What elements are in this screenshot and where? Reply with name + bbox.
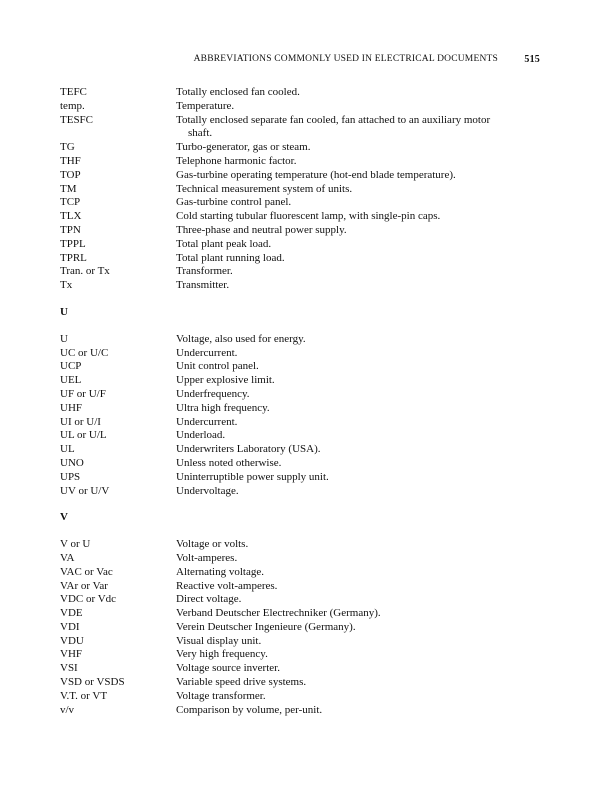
definition-text: Telephone harmonic factor.: [176, 154, 297, 167]
definition-text: Voltage, also used for energy.: [176, 332, 306, 345]
abbreviation-entry: [60, 704, 540, 718]
abbreviation-definition: [176, 402, 540, 416]
abbreviation-definition: [176, 635, 540, 649]
abbreviation-term: Tran. or Tx: [60, 265, 110, 278]
abbreviation-term: V or U: [60, 538, 91, 551]
abbreviation-definition: [176, 566, 540, 580]
abbreviation-entry: [60, 196, 540, 210]
definition-text: Unless noted otherwise.: [176, 456, 282, 469]
abbreviation-definition: [176, 183, 540, 197]
abbreviation-definition: [176, 538, 540, 552]
abbreviation-definition: [176, 347, 540, 361]
abbreviation-definition: [176, 648, 540, 662]
definition-text: Undervoltage.: [176, 484, 239, 497]
definition-text: Underfrequency.: [176, 387, 250, 400]
abbreviation-term: VSD or VSDS: [60, 676, 125, 689]
abbreviation-entry: [60, 238, 540, 252]
abbreviation-entry: [60, 443, 540, 457]
abbreviation-entry: [60, 621, 540, 635]
abbreviation-definition: [176, 114, 540, 142]
abbreviation-definition: [176, 662, 540, 676]
definition-text: Unit control panel.: [176, 360, 259, 373]
page-number: 515: [524, 54, 540, 65]
abbreviation-term: UNO: [60, 456, 84, 469]
abbreviation-term: v/v: [60, 703, 75, 716]
definition-text: Comparison by volume, per-unit.: [176, 703, 323, 716]
definition-text: Reactive volt-amperes.: [176, 579, 278, 592]
definition-text: Cold starting tubular fluorescent lamp, with single-pin caps.: [176, 210, 441, 223]
abbreviation-term: TCP: [60, 196, 81, 209]
abbreviation-term: UCP: [60, 360, 82, 373]
abbreviation-term: U: [60, 332, 68, 345]
abbreviation-term: VDC or Vdc: [60, 593, 117, 606]
abbreviation-definition: [176, 676, 540, 690]
definition-text: Undercurrent.: [176, 346, 238, 359]
abbreviation-entry: [60, 265, 540, 279]
abbreviation-entry: [60, 457, 540, 471]
abbreviation-term: UC or U/C: [60, 346, 109, 359]
abbreviation-list: [60, 86, 540, 717]
abbreviation-term: VDI: [60, 620, 80, 633]
abbreviation-entry: [60, 100, 540, 114]
abbreviation-definition: [176, 621, 540, 635]
abbreviation-definition: [176, 141, 540, 155]
running-title: ABBREVIATIONS COMMONLY USED IN ELECTRICAL DOCUMENTS: [193, 54, 498, 64]
abbreviation-term: UHF: [60, 401, 83, 414]
abbreviation-entry: [60, 252, 540, 266]
abbreviation-entry: [60, 333, 540, 347]
abbreviation-definition: [176, 471, 540, 485]
abbreviation-entry: [60, 347, 540, 361]
abbreviation-entry: [60, 402, 540, 416]
abbreviation-definition: [176, 210, 540, 224]
abbreviation-term: UL: [60, 443, 75, 456]
definition-text: Three-phase and neutral power supply.: [176, 223, 347, 236]
abbreviation-definition: [176, 169, 540, 183]
abbreviation-entry: [60, 141, 540, 155]
abbreviation-entry: [60, 210, 540, 224]
definition-text: Gas-turbine control panel.: [176, 196, 292, 209]
abbreviation-term: TPRL: [60, 251, 87, 264]
abbreviation-term: TG: [60, 141, 75, 154]
abbreviation-definition: [176, 196, 540, 210]
abbreviation-term: TESFC: [60, 113, 94, 126]
definition-text: Transmitter.: [176, 279, 230, 292]
abbreviation-term: TOP: [60, 168, 81, 181]
abbreviation-definition: [176, 252, 540, 266]
abbreviation-term: VAr or Var: [60, 579, 108, 592]
section-u: [60, 333, 540, 499]
abbreviation-definition: [176, 552, 540, 566]
abbreviation-definition: [176, 360, 540, 374]
abbreviation-definition: [176, 265, 540, 279]
definition-text: Totally enclosed separate fan cooled, fan attached to an auxiliary motor: [176, 113, 491, 126]
abbreviation-entry: [60, 635, 540, 649]
abbreviation-entry: [60, 566, 540, 580]
abbreviation-entry: [60, 360, 540, 374]
abbreviation-term: UEL: [60, 374, 82, 387]
abbreviation-term: UF or U/F: [60, 387, 106, 400]
abbreviation-entry: [60, 471, 540, 485]
abbreviation-entry: [60, 690, 540, 704]
abbreviation-term: temp.: [60, 99, 85, 112]
abbreviation-definition: [176, 485, 540, 499]
abbreviation-definition: [176, 100, 540, 114]
definition-text: Turbo-generator, gas or steam.: [176, 141, 311, 154]
abbreviation-entry: [60, 648, 540, 662]
abbreviation-definition: [176, 279, 540, 293]
abbreviation-term: UL or U/L: [60, 429, 107, 442]
definition-text: Verband Deutscher Electrechniker (Germany).: [176, 607, 381, 620]
abbreviation-entry: [60, 388, 540, 402]
abbreviation-term: VDE: [60, 607, 83, 620]
abbreviation-entry: [60, 416, 540, 430]
definition-text: Direct voltage.: [176, 593, 242, 606]
definition-text: Verein Deutscher Ingenieure (Germany).: [176, 620, 356, 633]
abbreviation-entry: [60, 183, 540, 197]
definition-text: Voltage or volts.: [176, 538, 249, 551]
abbreviation-definition: [176, 580, 540, 594]
definition-text: Volt-amperes.: [176, 551, 238, 564]
abbreviation-definition: [176, 443, 540, 457]
abbreviation-entry: [60, 279, 540, 293]
abbreviation-entry: [60, 224, 540, 238]
abbreviation-term: UPS: [60, 470, 81, 483]
abbreviation-definition: [176, 374, 540, 388]
section-heading-u: U: [60, 305, 68, 318]
definition-text: Technical measurement system of units.: [176, 182, 353, 195]
abbreviation-definition: [176, 416, 540, 430]
section-heading-v: V: [60, 511, 68, 524]
abbreviation-definition: [176, 457, 540, 471]
abbreviation-definition: [176, 86, 540, 100]
definition-text: Total plant running load.: [176, 251, 285, 264]
definition-text: Upper explosive limit.: [176, 374, 275, 387]
abbreviation-entry: [60, 429, 540, 443]
definition-text: Uninterruptible power supply unit.: [176, 470, 329, 483]
abbreviation-term: TEFC: [60, 86, 87, 98]
abbreviation-definition: [176, 429, 540, 443]
definition-text: Voltage source inverter.: [176, 662, 280, 675]
abbreviation-definition: [176, 333, 540, 347]
abbreviation-term: UV or U/V: [60, 484, 110, 497]
abbreviation-term: THF: [60, 154, 81, 167]
definition-text: Underload.: [176, 429, 226, 442]
definition-text: Visual display unit.: [176, 634, 262, 647]
definition-text: Temperature.: [176, 99, 235, 112]
definition-text: Alternating voltage.: [176, 565, 264, 578]
abbreviation-definition: [176, 607, 540, 621]
abbreviation-entry: [60, 374, 540, 388]
definition-continuation: shaft.: [188, 127, 213, 140]
abbreviation-entry: [60, 114, 540, 142]
definition-text: Gas-turbine operating temperature (hot-end blade temperature).: [176, 168, 456, 181]
definition-text: Very high frequency.: [176, 648, 268, 661]
abbreviation-term: TPPL: [60, 237, 86, 250]
abbreviation-term: VHF: [60, 648, 83, 661]
abbreviation-term: Tx: [60, 279, 73, 292]
abbreviation-entry: [60, 662, 540, 676]
definition-text: Voltage transformer.: [176, 689, 266, 702]
abbreviation-entry: [60, 538, 540, 552]
abbreviation-entry: [60, 607, 540, 621]
abbreviation-definition: [176, 238, 540, 252]
definition-text: Variable speed drive systems.: [176, 676, 307, 689]
abbreviation-definition: [176, 690, 540, 704]
section-t: [60, 86, 540, 293]
abbreviation-term: TLX: [60, 210, 82, 223]
definition-text: Undercurrent.: [176, 415, 238, 428]
definition-text: Ultra high frequency.: [176, 401, 270, 414]
definition-text: Underwriters Laboratory (USA).: [176, 443, 321, 456]
section-v: [60, 538, 540, 717]
abbreviation-term: V.T. or VT: [60, 689, 108, 702]
definition-text: Total plant peak load.: [176, 237, 272, 250]
abbreviation-term: TPN: [60, 223, 81, 236]
abbreviation-entry: [60, 676, 540, 690]
abbreviation-term: VDU: [60, 634, 84, 647]
abbreviation-definition: [176, 593, 540, 607]
abbreviation-entry: [60, 580, 540, 594]
abbreviation-term: VAC or Vac: [60, 565, 113, 578]
abbreviation-entry: [60, 169, 540, 183]
abbreviation-entry: [60, 485, 540, 499]
abbreviation-entry: [60, 593, 540, 607]
definition-text: Totally enclosed fan cooled.: [176, 86, 300, 98]
abbreviation-entry: [60, 552, 540, 566]
abbreviation-term: TM: [60, 182, 77, 195]
abbreviation-term: UI or U/I: [60, 415, 101, 428]
abbreviation-entry: [60, 86, 540, 100]
abbreviation-definition: [176, 155, 540, 169]
abbreviation-definition: [176, 388, 540, 402]
abbreviation-definition: [176, 704, 540, 718]
definition-text: Transformer.: [176, 265, 233, 278]
abbreviation-definition: [176, 224, 540, 238]
abbreviation-term: VA: [60, 551, 75, 564]
abbreviation-term: VSI: [60, 662, 78, 675]
abbreviation-entry: [60, 155, 540, 169]
